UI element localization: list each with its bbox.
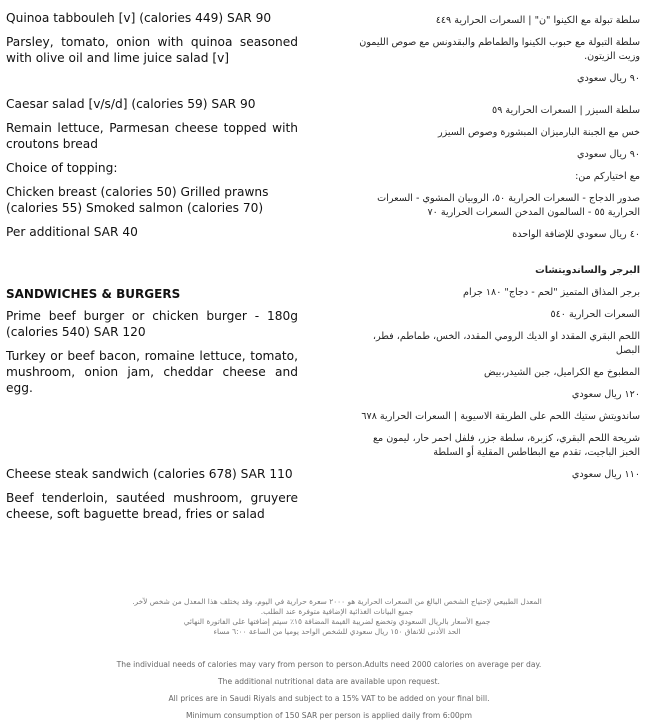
quinoa-title: Quinoa tabbouleh [v] (calories 449) SAR 90 xyxy=(6,11,272,25)
ar-section-heading-sandwiches: البرجر والساندويتشات xyxy=(535,265,640,276)
footer-ar-line: جميع الأسعار بالريال السعودي وتخضع لضريبة القيمة المضافة ١٥٪ سيتم إضافتها على الفاتورة النهائي xyxy=(183,617,491,626)
arabic-menu-column xyxy=(350,14,640,490)
ar-cheesesteak-title: ساندويتش ستيك اللحم على الطريقة الاسيوية | السعرات الحرارية ٦٧٨ xyxy=(361,411,640,422)
caesar-topping-options: Chicken breast (calories 50) Grilled prawns (calories 55) Smoked salmon (calories 70) xyxy=(6,185,269,215)
ar-cheesesteak-description: شريحة اللحم البقري، كزبرة، سلطة جزر، فلفل احمر حار، ليمون مع الخبز الباجيت، تقدم مع البطاطس المقلية أو السلطة xyxy=(372,433,640,458)
footer-en-minimum-note: Minimum consumption of 150 SAR per person is applied daily from 6:00pm xyxy=(185,711,472,720)
footer-ar-line: جميع البيانات الغذائية الإضافية متوفرة عند الطلب. xyxy=(260,607,414,616)
ar-caesar-topping-label: مع اختياركم من: xyxy=(575,171,640,182)
ar-caesar-price: ٩٠ ريال سعودي xyxy=(576,149,640,160)
ar-burger-description-2: المطبوخ مع الكراميل، جبن الشيدر،بيض xyxy=(484,367,640,378)
ar-quinoa-description: سلطة التبولة مع حبوب الكينوا والطماطم والبقدونس مع صوص الليمون وزيت الزيتون. xyxy=(359,37,640,62)
footer-ar-line: الحد الأدنى للانفاق ١٥٠ ريال سعودي للشخص الواحد يوميا من الساعة ٦:٠٠ مساء xyxy=(213,627,461,636)
ar-quinoa-price: ٩٠ ريال سعودي xyxy=(576,73,640,84)
footer-arabic-notes xyxy=(92,597,582,637)
footer-en-vat-note: All prices are in Saudi Riyals and subject to a 15% VAT to be added on your final bill. xyxy=(168,694,490,703)
ar-caesar-topping-options: صدور الدجاج - السعرات الحرارية ٥٠، الروبيان المشوي - السعرات الحرارية ٥٥ - السالمون المدخن السعرات الحرارية ٧٠ xyxy=(377,193,640,218)
english-menu-column xyxy=(6,10,298,530)
burger-description: Turkey or beef bacon, romaine lettuce, tomato, mushroom, onion jam, cheddar cheese and egg. xyxy=(6,349,298,395)
footer-english-notes xyxy=(0,656,658,724)
ar-caesar-additional-price: ٤٠ ريال سعودي للإضافة الواحدة xyxy=(512,229,640,240)
burger-title: Prime beef burger or chicken burger - 180g (calories 540) SAR 120 xyxy=(6,309,298,339)
ar-burger-title: برجر المذاق المتميز "لحم - دجاج" ١٨٠ جرام xyxy=(463,287,640,298)
ar-burger-description-1: اللحم البقري المقدد او الديك الرومي المقدد، الخس، طماطم، فطر، البصل xyxy=(372,331,640,356)
footer-en-nutrition-note: The additional nutritional data are available upon request. xyxy=(218,677,440,686)
ar-burger-price: ١٢٠ ريال سعودي xyxy=(571,389,640,400)
ar-cheesesteak-price: ١١٠ ريال سعودي xyxy=(571,469,640,480)
caesar-title: Caesar salad [v/s/d] (calories 59) SAR 90 xyxy=(6,97,256,111)
caesar-topping-label: Choice of topping: xyxy=(6,161,118,175)
ar-burger-calories: السعرات الحرارية ٥٤٠ xyxy=(550,309,640,320)
footer-en-calorie-note: The individual needs of calories may vary from person to person.Adults need 2000 calories on average per day. xyxy=(116,660,542,669)
quinoa-description: Parsley, tomato, onion with quinoa seasoned with olive oil and lime juice salad [v] xyxy=(6,35,298,65)
ar-caesar-title: سلطة السيزر | السعرات الحرارية ٥٩ xyxy=(492,105,640,116)
cheesesteak-title: Cheese steak sandwich (calories 678) SAR 110 xyxy=(6,467,293,481)
section-heading-sandwiches: SANDWICHES & BURGERS xyxy=(6,287,181,301)
cheesesteak-description: Beef tenderloin, sautéed mushroom, gruyere cheese, soft baguette bread, fries or salad xyxy=(6,491,298,521)
caesar-description: Remain lettuce, Parmesan cheese topped with croutons bread xyxy=(6,121,298,151)
ar-quinoa-title: سلطة تبولة مع الكينوا "ن" | السعرات الحرارية ٤٤٩ xyxy=(435,15,640,26)
footer-ar-line: المعدل الطبيعي لإحتياج الشخص البالغ من السعرات الحرارية هو ٢٠٠٠ سعرة حرارية في اليوم، وقد يختلف هذا المعدل من شخص لآخر. xyxy=(132,597,542,606)
ar-caesar-description: خس مع الجبنة البارميزان المبشورة وصوص السيزر xyxy=(437,127,640,138)
caesar-additional-price: Per additional SAR 40 xyxy=(6,225,138,239)
